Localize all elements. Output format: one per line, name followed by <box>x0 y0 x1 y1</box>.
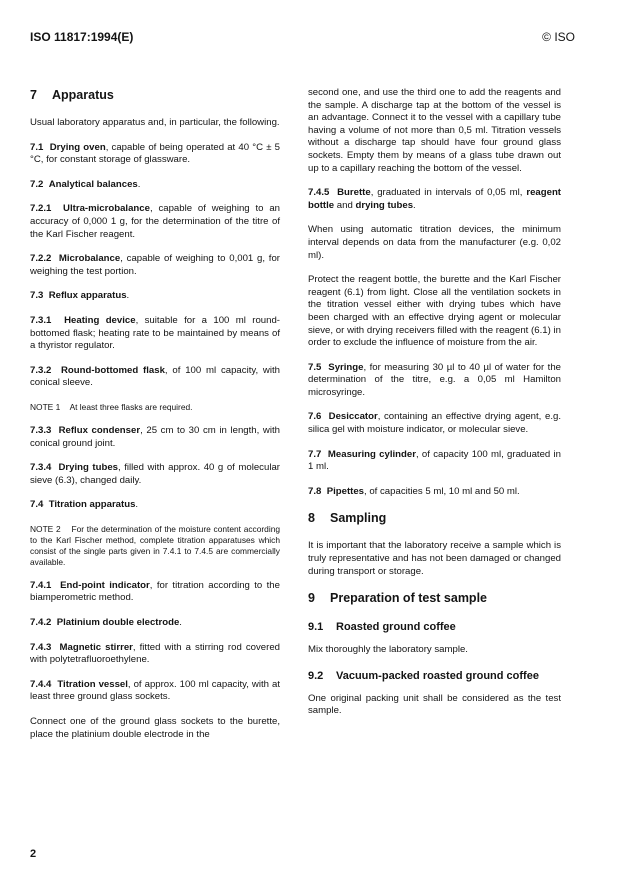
clause-7-8: 7.8 Pipettes, of capacities 5 ml, 10 ml and 50 ml. <box>308 485 520 497</box>
clause-7-3: 7.3 Reflux apparatus. <box>30 290 130 302</box>
clause-7-1: 7.1 Drying oven, capable of being operated at 40 °C ± 5 °C, for constant storage of glassware. <box>30 141 280 166</box>
clause-7-2-2: 7.2.2 Microbalance, capable of weighing to 0,001 g, for weighing the test portion. <box>30 253 280 277</box>
clause-7-2-1: 7.2.1 Ultra-microbalance, capable of weighing to an accuracy of 0,000 1 g, for the determination of the titre of the Karl Fischer reagent. <box>30 203 280 240</box>
note-2: NOTE 2 For the determination of the moisture content according to the Karl Fischer method, complete titration apparatuses which consist of the single parts given in 7.4.1 to 7.4.5 are commercially available. <box>30 523 281 567</box>
clause-7-7: 7.7 Measuring cylinder, of capacity 100 ml, graduated in 1 ml. <box>308 448 562 473</box>
section-9-1-heading: 9.1 Roasted ground coffee <box>308 621 456 634</box>
clause-7-3-4: 7.3.4 Drying tubes, filled with approx. 40 g of molecular sieve (6.3), changed daily. <box>30 462 280 486</box>
clause-7-4-5: 7.4.5 Burette, graduated in intervals of 0,05 ml, reagent bottle and drying tubes. <box>308 187 561 211</box>
clause-7-5: 7.5 Syringe, for measuring 30 µl to 40 µl of water for the determination of the titre, e.g. a 0,05 ml Hamilton microsyringe. <box>308 361 561 398</box>
clause-7-4-1: 7.4.1 End-point indicator, for titration according to the biamperometric method. <box>30 579 280 604</box>
clause-7-3-3: 7.3.3 Reflux condenser, 25 cm to 30 cm in length, with conical ground joint. <box>30 424 280 449</box>
clause-7-4-2: 7.4.2 Platinium double electrode. <box>30 617 182 629</box>
clause-7-4-4: 7.4.4 Titration vessel, of approx. 100 ml capacity, with at least three ground glass sockets. <box>30 678 280 703</box>
paragraph-connect-sockets: Connect one of the ground glass sockets to the burette, place the platinium double electrode in the <box>30 716 280 740</box>
paragraph-vessel-continued: second one, and use the third one to add the reagents and the sample. A discharge tap at the bottom of the vessel is an advantage. Connect it to the vessel with a capillary tube having a volume of not more than 0,5 ml. Titration vessels without a discharge tap should have four ground glass sockets. Empty them by means of a glass tube drawn out up to a capillary reaching the bottom of the vessel. <box>308 87 561 174</box>
section-9-1-text: Mix thoroughly the laboratory sample. <box>308 644 468 656</box>
clause-7-6: 7.6 Desiccator, containing an effective drying agent, e.g. silica gel with moisture indicator, or molecular sieve. <box>308 411 561 436</box>
section-9-2-text: One original packing unit shall be considered as the test sample. <box>308 692 561 717</box>
section-9-heading: 9 Preparation of test sample <box>308 591 487 606</box>
right-column <box>308 87 561 718</box>
copyright-mark: © ISO <box>542 30 575 44</box>
clause-7-4: 7.4 Titration apparatus. <box>30 499 139 511</box>
section-8-heading: 8 Sampling <box>308 511 387 526</box>
page-number: 2 <box>30 848 37 860</box>
clause-7-2: 7.2 Analytical balances. <box>30 178 141 190</box>
clause-7-3-2: 7.3.2 Round-bottomed flask, of 100 ml capacity, with conical sleeve. <box>30 364 280 389</box>
section-7-heading: 7 Apparatus <box>30 88 114 102</box>
note-1: NOTE 1 At least three flasks are required. <box>30 401 193 412</box>
clause-7-3-1: 7.3.1 Heating device, suitable for a 100 ml round-bottomed flask; heating rate to be maintained by means of a thyristor regulator. <box>30 314 280 352</box>
document-reference: ISO 11817:1994(E) <box>30 30 134 44</box>
section-8-text: It is important that the laboratory receive a sample which is truly representative and has not been damaged or changed during transport or storage. <box>308 540 561 577</box>
section-9-2-heading: 9.2 Vacuum-packed roasted ground coffee <box>308 669 539 682</box>
section-7-intro: Usual laboratory apparatus and, in particular, the following. <box>30 117 280 128</box>
left-column <box>30 87 280 741</box>
paragraph-automatic-titration: When using automatic titration devices, the minimum interval depends on data from the manufacturer (e.g. 0,02 ml). <box>308 224 561 261</box>
paragraph-protect-reagent: Protect the reagent bottle, the burette and the Karl Fischer reagent (6.1) from light. Close all the ventilation sockets in the titration vessel either with drying tubes which have been charged with an effective drying agent or molecular sieve, or with drying receivers filled with the reagent (6.1) in order to exclude the influence of moisture from the air. <box>308 274 561 349</box>
clause-7-4-3: 7.4.3 Magnetic stirrer, fitted with a stirring rod covered with polytetrafluoroethylene. <box>30 641 280 666</box>
